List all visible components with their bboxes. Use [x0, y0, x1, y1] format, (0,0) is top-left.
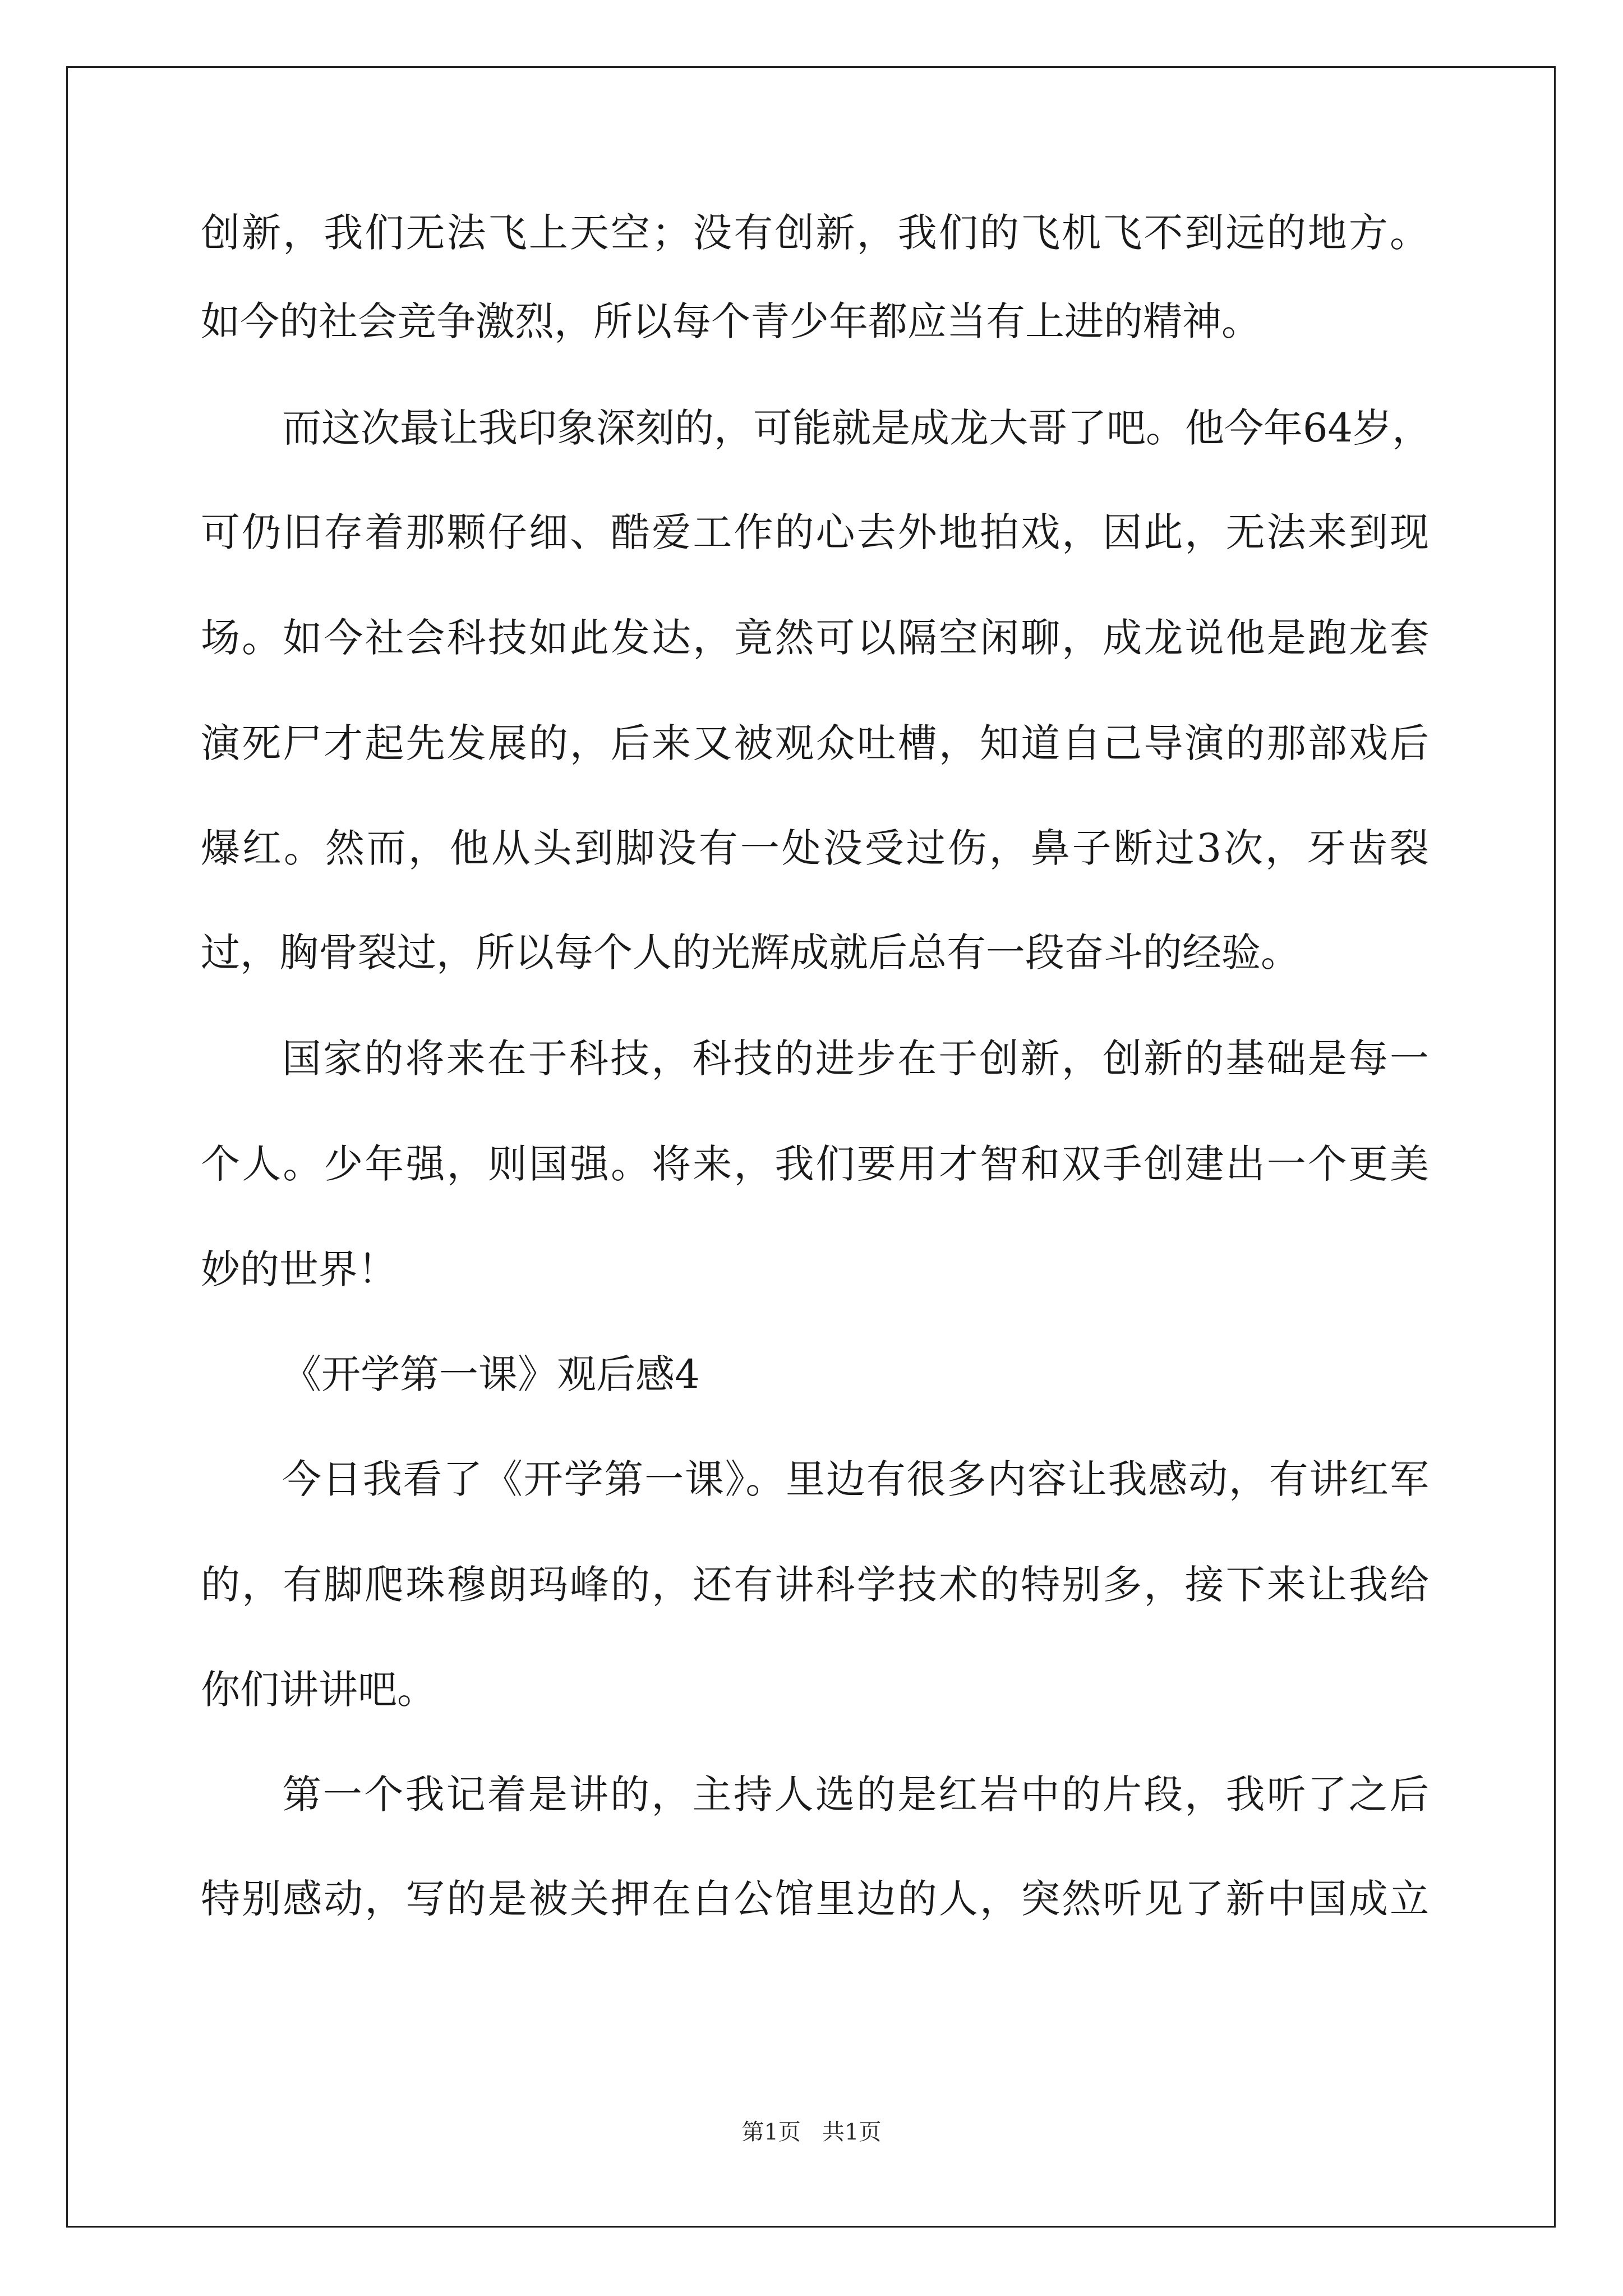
text-line: 你们讲讲吧。	[201, 1667, 436, 1713]
text-line: 而这次最让我印象深刻的，可能就是成龙大哥了吧。他今年64岁，	[282, 405, 1432, 451]
text-line: 可仍旧存着那颗仔细、酷爱工作的心去外地拍戏，因此，无法来到现	[201, 509, 1429, 555]
text-line: 今日我看了《开学第一课》。里边有很多内容让我感动，有讲红军	[282, 1456, 1429, 1502]
text-line: 国家的将来在于科技，科技的进步在于创新，创新的基础是每一	[282, 1036, 1429, 1082]
section-heading: 《开学第一课》观后感4	[282, 1351, 700, 1397]
page-number-footer: 第1页 共1页	[741, 2119, 882, 2145]
text-line: 特别感动，写的是被关押在白公馆里边的人，突然听见了新中国成立	[201, 1876, 1429, 1922]
text-line: 爆红。然而，他从头到脚没有一处没受过伤，鼻子断过3次，牙齿裂	[201, 825, 1429, 871]
text-line: 第一个我记着是讲的，主持人选的是红岩中的片段，我听了之后	[282, 1772, 1429, 1818]
text-line: 演死尸才起先发展的，后来又被观众吐槽，知道自己导演的那部戏后	[201, 720, 1429, 766]
text-line: 如今的社会竞争激烈，所以每个青少年都应当有上进的精神。	[201, 298, 1261, 344]
text-line: 创新，我们无法飞上天空；没有创新，我们的飞机飞不到远的地方。	[201, 210, 1429, 256]
text-line: 过，胸骨裂过，所以每个人的光辉成就后总有一段奋斗的经验。	[201, 930, 1300, 976]
text-line: 个人。少年强，则国强。将来，我们要用才智和双手创建出一个更美	[201, 1141, 1429, 1187]
text-line: 妙的世界！	[201, 1246, 397, 1292]
text-line: 场。如今社会科技如此发达，竟然可以隔空闲聊，成龙说他是跑龙套	[201, 615, 1429, 661]
text-line: 的，有脚爬珠穆朗玛峰的，还有讲科学技术的特别多，接下来让我给	[201, 1562, 1429, 1608]
